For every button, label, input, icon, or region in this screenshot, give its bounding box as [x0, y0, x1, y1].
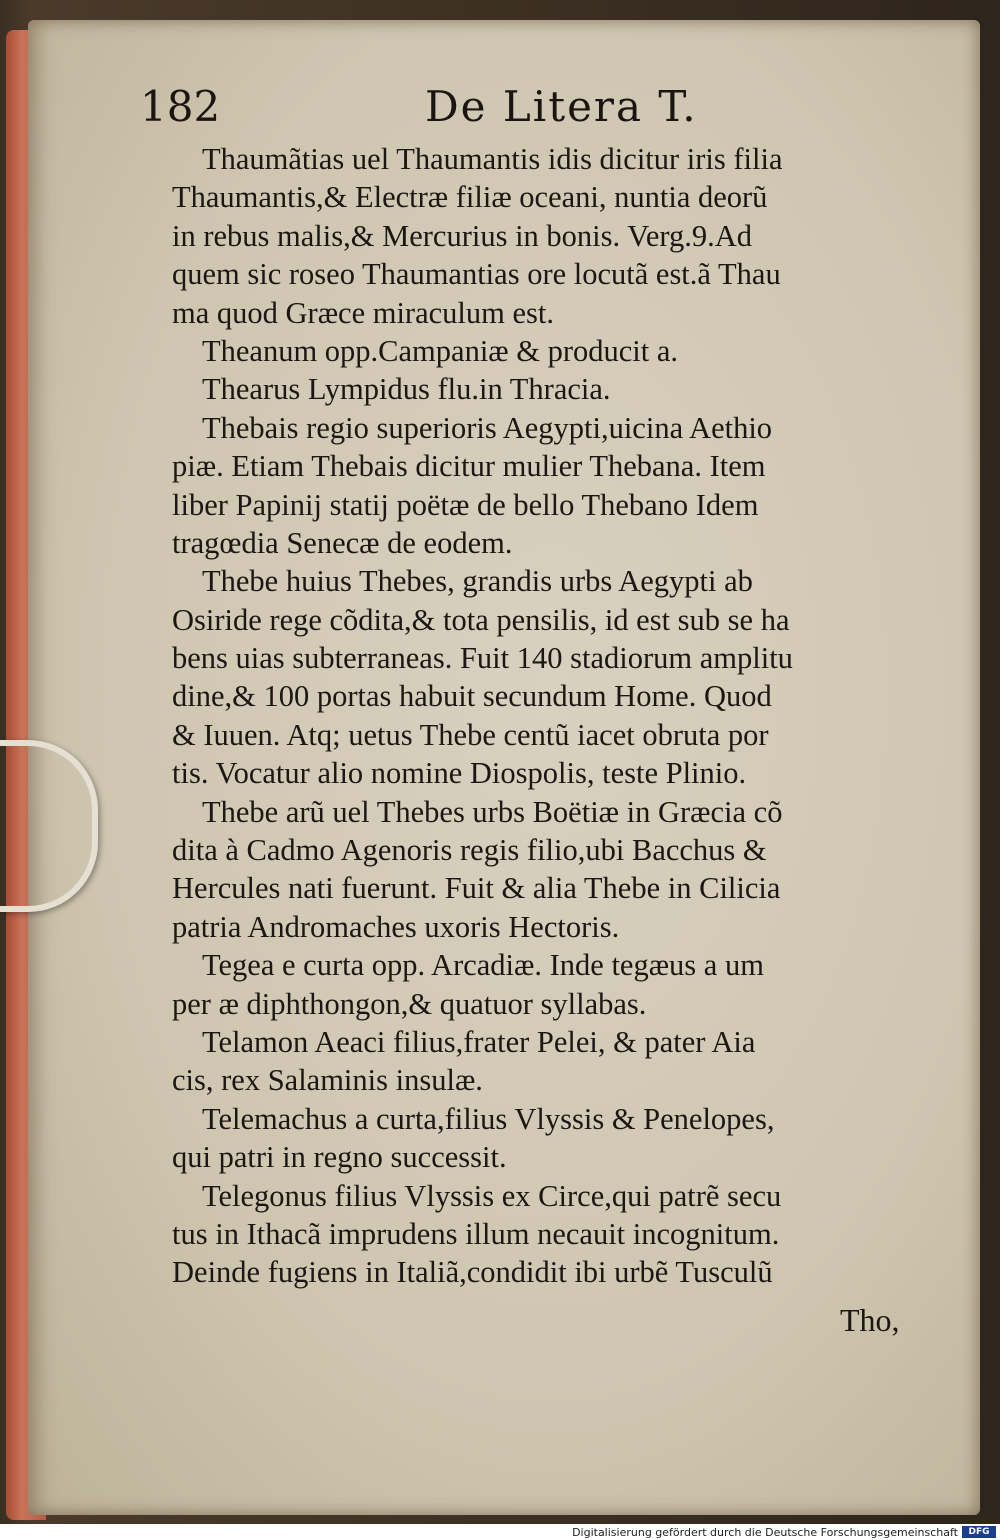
dfg-logo: DFG — [962, 1526, 996, 1538]
text-line: in rebus malis,& Mercurius in bonis. Verg.9.Ad — [172, 218, 753, 253]
text-line: qui patri in regno successit. — [172, 1140, 507, 1175]
running-title: De Litera T. — [425, 82, 698, 131]
text-line: Telamon Aeaci filius,frater Pelei, & pater Aia — [202, 1024, 756, 1059]
text-line: cis, rex Salaminis insulæ. — [172, 1063, 483, 1098]
body-text — [172, 140, 942, 1292]
text-line: Thebais regio superioris Aegypti,uicina Aethio — [202, 410, 773, 445]
text-line: Telegonus filius Vlyssis ex Circe,qui patrẽ secu — [202, 1178, 782, 1213]
text-line: Thebe huius Thebes, grandis urbs Aegypti ab — [202, 564, 753, 599]
text-line: Thearus Lympidus flu.in Thracia. — [202, 372, 611, 407]
text-line: patria Andromaches uxoris Hectoris. — [172, 909, 620, 944]
text-line: & Iuuen. Atq; uetus Thebe centũ iacet obruta por — [172, 717, 769, 752]
text-line: tus in Ithacã imprudens illum necauit incognitum. — [172, 1216, 780, 1251]
text-line: Tegea e curta opp. Arcadiæ. Inde tegæus a um — [202, 948, 764, 983]
page-number: 182 — [140, 82, 221, 131]
text-line: Thaumantis,& Electræ filiæ oceani, nuntia deorũ — [172, 180, 768, 215]
text-line: per æ diphthongon,& quatuor syllabas. — [172, 986, 647, 1021]
text-line: bens uias subterraneas. Fuit 140 stadiorum amplitu — [172, 641, 793, 676]
text-line: piæ. Etiam Thebais dicitur mulier Thebana. Item — [172, 449, 766, 484]
text-line: Osiride rege cõdita,& tota pensilis, id est sub se ha — [172, 602, 790, 637]
text-line: Thebe arũ uel Thebes urbs Boëtiæ in Græcia cõ — [202, 794, 783, 829]
text-line: dine,& 100 portas habuit secundum Home. Quod — [172, 679, 772, 714]
text-line: quem sic roseo Thaumantias ore locutã est.ã Thau — [172, 257, 781, 292]
text-line: tragœdia Senecæ de eodem. — [172, 525, 513, 560]
text-line: dita à Cadmo Agenoris regis filio,ubi Bacchus & — [172, 833, 767, 868]
text-line: Thaumãtias uel Thaumantis idis dicitur iris filia — [202, 142, 783, 176]
text-line: ma quod Græce miraculum est. — [172, 295, 554, 330]
footer-credit: Digitalisierung gefördert durch die Deutsche Forschungsgemeinschaft — [572, 1526, 958, 1539]
text-line: Hercules nati fuerunt. Fuit & alia Thebe in Cilicia — [172, 871, 781, 906]
text-line: liber Papinij statij poëtæ de bello Thebano Idem — [172, 487, 759, 522]
page-header — [140, 82, 920, 142]
text-line: Theanum opp.Campaniæ & producit a. — [202, 333, 679, 368]
text-line: Telemachus a curta,filius Vlyssis & Penelopes, — [202, 1101, 775, 1136]
text-line: tis. Vocatur alio nomine Diospolis, teste Plinio. — [172, 756, 747, 791]
catchword: Tho, — [840, 1302, 900, 1338]
text-line: Deinde fugiens in Italiã,condidit ibi urbẽ Tusculũ — [172, 1255, 773, 1290]
